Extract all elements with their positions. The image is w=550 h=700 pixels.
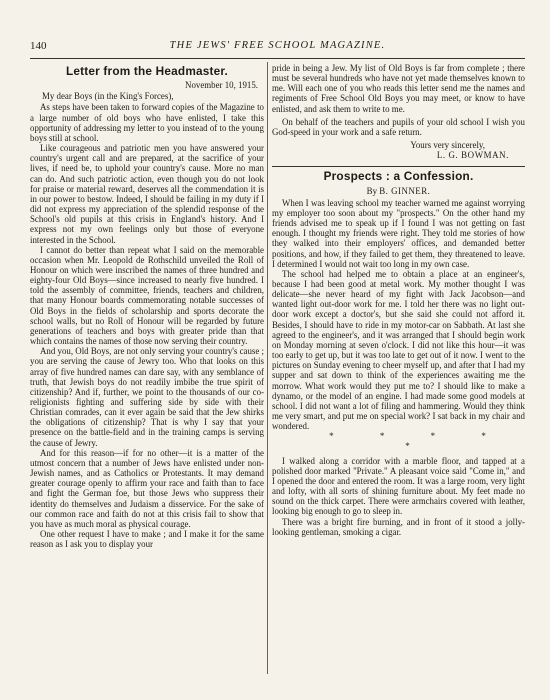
- column-divider: [267, 62, 268, 674]
- header-rule: [30, 58, 525, 59]
- letter-paragraph: One other request I have to make ; and I make it for the same reason as I ask you to display your: [30, 529, 264, 550]
- byline-prefix: By: [366, 185, 378, 196]
- letter-title: Letter from the Headmaster.: [65, 64, 229, 78]
- section-divider: [272, 166, 525, 167]
- right-column: [272, 63, 525, 537]
- letter-signature: L. G. BOWMAN.: [436, 150, 509, 161]
- letter-paragraph: As steps have been taken to forward copies of the Magazine to a large number of old boys who have enlisted, I take this opportunity of addressing my letter to you instead of to the young boys still at school.: [30, 102, 264, 143]
- prospects-byline: [272, 186, 525, 196]
- prospects-title: Prospects : a Confession.: [323, 169, 474, 184]
- byline-author: B. GINNER.: [379, 185, 431, 196]
- page-number: 140: [30, 40, 47, 52]
- letter-paragraph: And for this reason—if for no other—it is a matter of the utmost concern that a number of Jews have enlisted under non-Jewish names, and as Catholics or Protestants. It may demand greater courage openly to affirm your race and faith than to face and fight the German foe, but those Jews who suppress their identity do themselves and Judaism a disservice. For the sake of our common race and faith do not at this crisis fail to show that you have as much moral as physical courage.: [30, 447, 264, 529]
- letter-salutation: My dear Boys (in the King's Forces),: [42, 91, 174, 102]
- prospects-paragraph: When I was leaving school my teacher warned me against worrying my employer too soon about my "prospects." On the other hand my friends advised me to speak up if I found I was not getting on fast enough. I thought my friends were right. They told me stories of how they walked into their employers' offices, and demanded better positions, and how, if they failed to get them, they threatened to leave. I determined I would not wait too long in my own case.: [272, 197, 525, 269]
- letter-closing-paragraph: On behalf of the teachers and pupils of your old school I wish you God-speed in your work and a safe return.: [272, 116, 525, 137]
- letter-signoff: Yours very sincerely,: [410, 140, 485, 151]
- letter-paragraph: Like courageous and patriotic men you have answered your country's urgent call and are prepared, at the sacrifice of your lives, if need be, to uphold your country's cause. More no man can do. And such patriotic action, even though you do not look for praise or material reward, deserves all the commendation it is in our power to bestow. Indeed, I should be failing in my duty if I did not express my appreciation of the splendid response of the School's old pupils at this crisis in England's history. And I express not my own feelings only but those of everyone interested in the School.: [30, 143, 264, 245]
- section-separator: * * * * *: [329, 431, 508, 452]
- prospects-paragraph: There was a bright fire burning, and in front of it stood a jolly-looking gentleman, smoking a cigar.: [272, 516, 525, 537]
- letter-continuation: pride in being a Jew. My list of Old Boys is far from complete ; there must be several hundreds who have not yet made themselves known to me. Will each one of you who reads this letter send me the names and regiments of Free School Old Boys you may meet, or know to have enlisted, and ask them to write to me.: [272, 63, 525, 114]
- magazine-title: THE JEWS' FREE SCHOOL MAGAZINE.: [169, 40, 386, 51]
- letter-paragraph: And you, Old Boys, are not only serving your country's cause ; you are serving the cause of Jewry too. Who that looks on this array of five hundred names can dare say, with any semblance of truth, that Jewish boys do not readily imbibe the true spirit of citizenship? And if, further, we point to the thousands of our co-religionists fighting and suffering side by side with their Christian comrades, can it ever again be said that the Jew shirks the obligations of citizenship? That is why I say that your presence on the battle-field and in the training camps is serving the cause of Jewry.: [30, 346, 264, 448]
- prospects-paragraph: I walked along a corridor with a marble floor, and tapped at a polished door marked "Private." A pleasant voice said "Come in," and I opened the door and entered the room. It was a large room, very light and lofty, with all sorts of shining furniture about. My feet made no sound on the thick carpet. There were armchairs covered with leather, looking big enough to go to sleep in.: [272, 455, 525, 517]
- prospects-paragraph: The school had helped me to obtain a place at an engineer's, because I had been good at metal work. My mother thought I was delicate—she never heard of my fight with Jack Jacobson—and wanted light out-door work for me. I told her there was no light out-door work except a doctor's, but she said she could not afford it. Besides, I should have to ride in my motor-car on Sabbath. At last she agreed to the engineer's, and it was arranged that I should begin work on Monday morning at seven o'clock. I did not like this hour—it was too early to get up, but it was too late to get out of it now. I went to the pictures on Sunday evening to cheer myself up, and after that I had my supper and sat down to think of the experiences awaiting me the morrow. What work would they put me to? I should like to make a dynamo, or the model of an engine. I had made some good models at school. I did not want a lot of filing and hammering. Would they think me very smart, and put me on special work? I sat back in my chair and wondered.: [272, 268, 525, 432]
- page-header: [30, 40, 525, 56]
- letter-paragraph: I cannot do better than repeat what I said on the memorable occasion when Mr. Leopold de Rothschild unveiled the Roll of Honour on which were inscribed the names of three hundred and eighty-four Old Boys—since increased to nearly five hundred. I told the assembly of committee, friends, teachers and children, that many Honour boards commemorating notable successes of Old Boys in the fields of scholarship and sports decorate the school walls, but no Roll of Honour will be regarded by future generations of teachers and boys with greater pride than that which contains the names of those now serving their country.: [30, 244, 264, 347]
- letter-date: November 10, 1915.: [185, 80, 258, 91]
- left-column: [30, 63, 264, 549]
